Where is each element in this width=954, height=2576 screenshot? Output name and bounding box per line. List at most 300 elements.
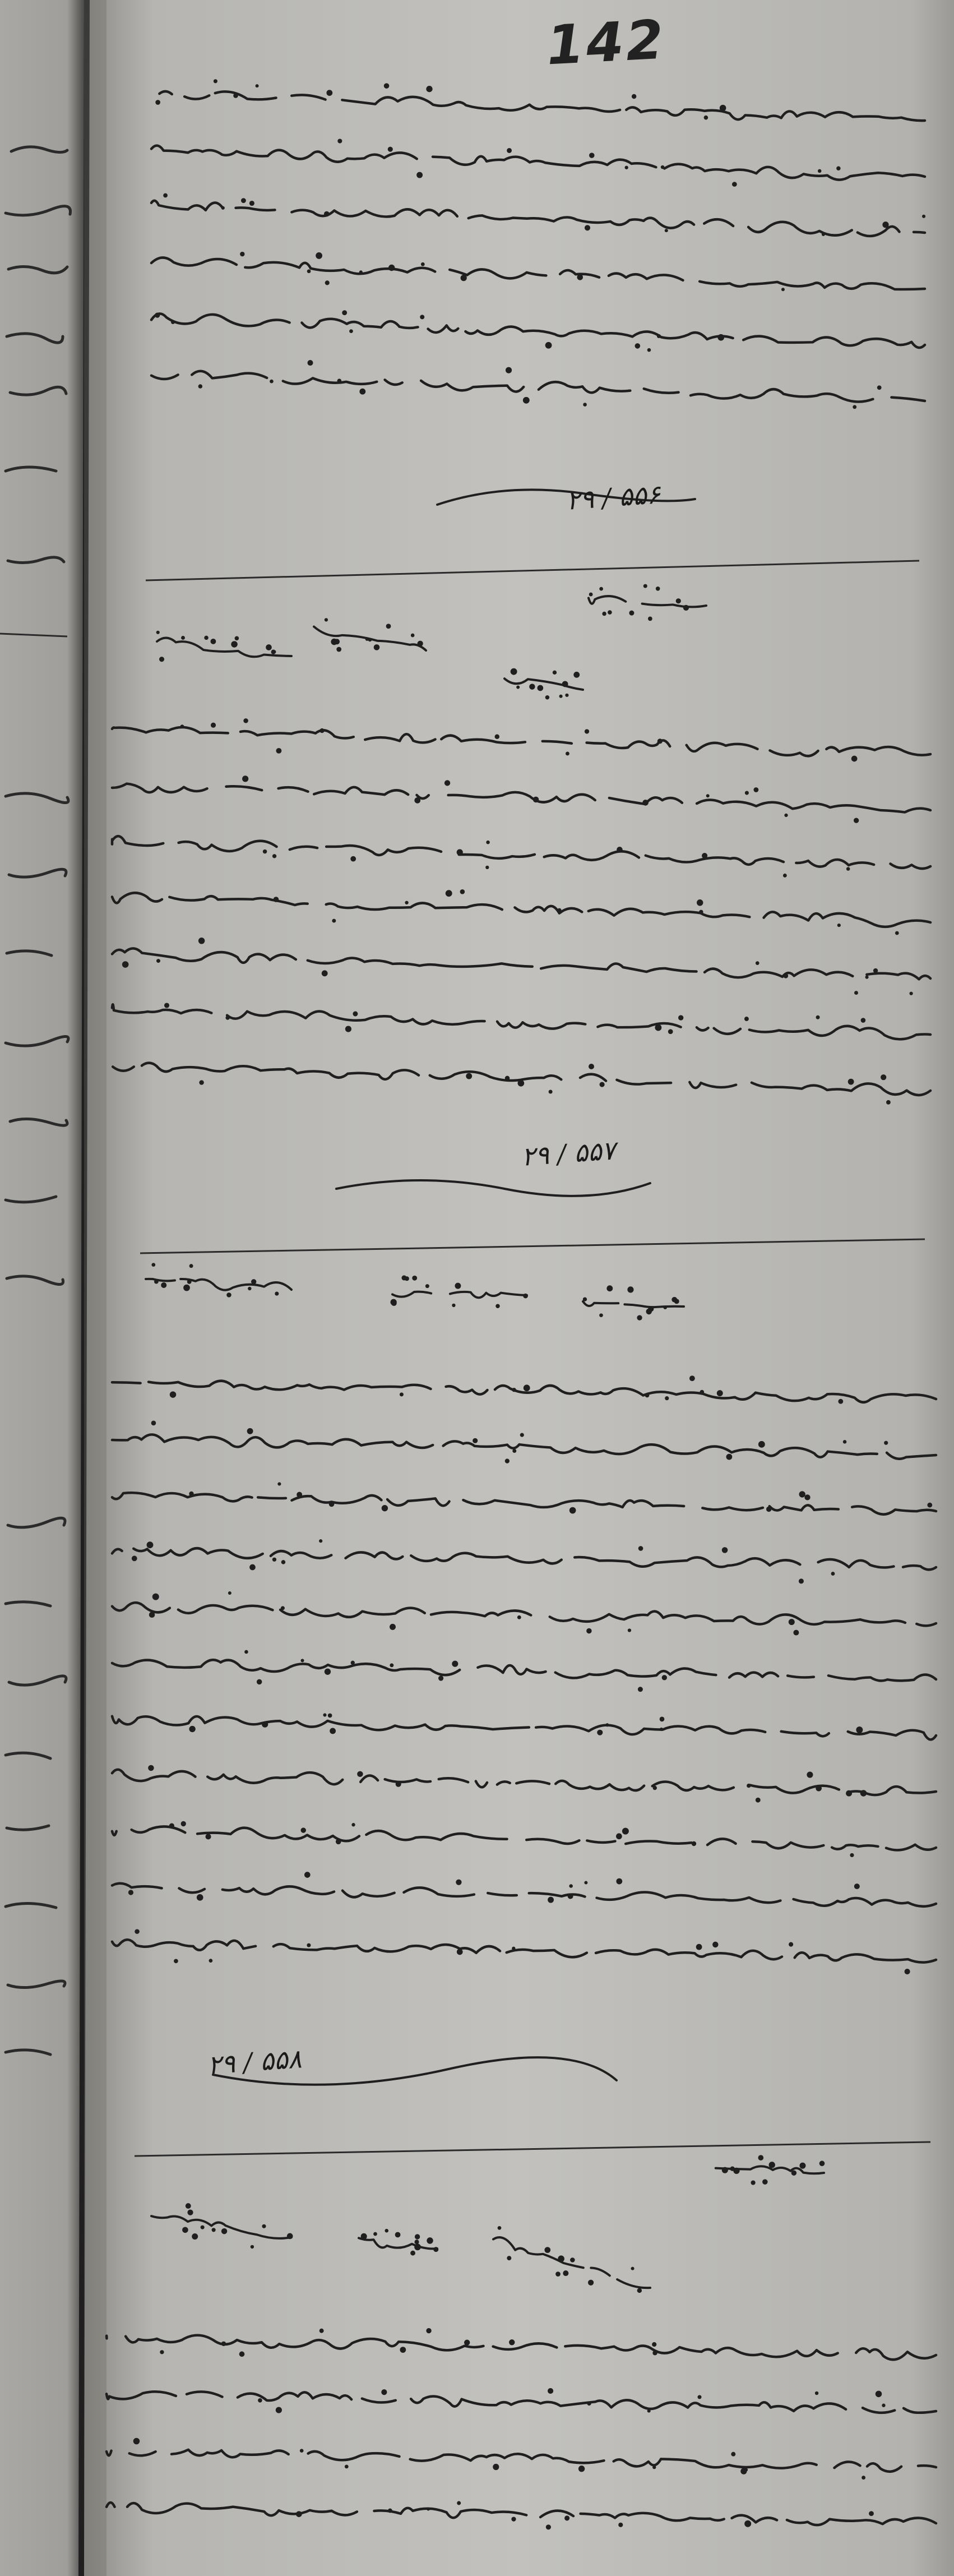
- ink-dot: [464, 2339, 470, 2345]
- ink-dot: [336, 1839, 341, 1844]
- ink-dot: [628, 1628, 631, 1632]
- ink-dot: [751, 2180, 755, 2185]
- ink-dot: [493, 2464, 499, 2470]
- ink-dot: [599, 1313, 603, 1317]
- ink-dot: [351, 1823, 355, 1826]
- ink-dot: [565, 694, 568, 697]
- ink-dot: [206, 1834, 211, 1839]
- ink-dot: [351, 1661, 355, 1665]
- ink-dot: [325, 618, 328, 621]
- ink-dot: [337, 139, 342, 143]
- ink-dot: [410, 2251, 415, 2256]
- ink-dot: [307, 360, 313, 366]
- ink-dot: [523, 1294, 528, 1299]
- ink-dot: [415, 2234, 420, 2239]
- ink-dot: [386, 624, 391, 629]
- ink-dot: [155, 100, 160, 105]
- ink-dot: [559, 695, 563, 698]
- ink-dot: [156, 959, 160, 963]
- ink-dot: [599, 587, 603, 591]
- ink-dot: [275, 1291, 279, 1295]
- ink-dot: [271, 650, 276, 654]
- ink-dot: [452, 1304, 455, 1307]
- ink-dot: [758, 2155, 763, 2160]
- ink-dot: [909, 992, 913, 995]
- ink-dot: [147, 1541, 154, 1548]
- ink-dot: [766, 1507, 771, 1512]
- ink-dot: [562, 681, 568, 687]
- ink-dot: [297, 1492, 302, 1498]
- ink-dot: [606, 1285, 613, 1291]
- ink-dot: [696, 1944, 702, 1950]
- ink-dot: [151, 1421, 156, 1426]
- ink-dot: [553, 671, 557, 675]
- ink-dot: [533, 797, 539, 803]
- ink-dot: [722, 2167, 728, 2173]
- ink-dot: [133, 2438, 140, 2445]
- ink-dot: [846, 1790, 852, 1797]
- ink-dot: [277, 1482, 281, 1485]
- ink-dot: [648, 616, 652, 621]
- ink-dot: [583, 403, 587, 407]
- ink-dot: [545, 695, 549, 699]
- ink-dot: [247, 1428, 253, 1434]
- ink-dot: [266, 644, 272, 650]
- ink-dot: [546, 2524, 551, 2529]
- ink-dot: [895, 931, 899, 935]
- ink-dot: [789, 1942, 793, 1947]
- ink-dot: [783, 874, 787, 878]
- ink-dot: [631, 2267, 635, 2270]
- ink-dot: [263, 850, 267, 853]
- ink-dot: [249, 201, 254, 206]
- ink-dot: [665, 1396, 669, 1400]
- ink-dot: [517, 1615, 521, 1619]
- ink-dot: [922, 215, 925, 218]
- ink-dot: [316, 252, 322, 259]
- ink-dot: [657, 334, 661, 338]
- ink-dot: [791, 2170, 796, 2175]
- main-page: [84, 0, 954, 2576]
- ink-dot: [361, 2233, 367, 2240]
- ink-dot: [425, 1284, 429, 1288]
- ink-dot: [516, 685, 520, 689]
- ink-dot: [182, 2227, 188, 2233]
- ink-dot: [330, 1728, 336, 1734]
- ink-dot: [192, 2233, 198, 2240]
- ink-dot: [390, 1624, 396, 1630]
- ink-dot: [274, 897, 279, 902]
- ink-dot: [804, 1494, 810, 1500]
- ink-dot: [538, 685, 544, 691]
- ink-dot: [198, 384, 202, 388]
- ink-dot: [854, 1883, 860, 1889]
- ink-dot: [747, 1784, 751, 1788]
- ink-dot: [635, 343, 641, 349]
- ink-dot: [555, 2272, 561, 2277]
- ink-dot: [589, 1064, 594, 1069]
- ink-dot: [511, 2517, 516, 2521]
- ink-dot: [187, 2209, 193, 2215]
- ink-dot: [848, 1079, 854, 1085]
- ink-dot: [637, 2288, 642, 2293]
- ink-dot: [819, 2160, 825, 2166]
- ink-dot: [700, 1390, 704, 1395]
- ink-dot: [350, 856, 356, 862]
- ink-dot: [300, 2449, 304, 2453]
- ink-dot: [359, 389, 365, 395]
- ink-dot: [325, 1669, 331, 1675]
- ink-dot: [512, 1449, 516, 1453]
- ink-dot: [180, 724, 184, 728]
- ink-dot: [221, 2342, 226, 2346]
- ink-dot: [272, 854, 276, 858]
- ink-dot: [388, 2509, 392, 2513]
- ink-dot: [616, 1833, 622, 1839]
- ink-dot: [647, 2409, 651, 2413]
- ink-dot: [414, 2240, 419, 2244]
- ink-dot: [368, 638, 372, 642]
- ink-dot: [692, 1841, 696, 1846]
- ink-dot: [148, 1765, 154, 1771]
- ink-dot: [390, 1663, 393, 1667]
- ink-dot: [209, 1959, 213, 1963]
- ink-dot: [799, 2163, 805, 2169]
- ink-dot: [251, 1279, 256, 1284]
- ink-dot: [762, 2179, 767, 2184]
- ink-dot: [853, 405, 856, 409]
- ink-dot: [400, 1392, 404, 1396]
- ink-dot: [854, 818, 859, 823]
- ink-dot: [566, 752, 569, 756]
- ink-dot: [281, 1606, 285, 1610]
- ink-dot: [722, 1547, 728, 1553]
- ink-dot: [272, 1558, 276, 1562]
- ink-dot: [427, 2237, 433, 2243]
- ink-dot: [396, 1781, 401, 1787]
- ink-dot: [886, 1100, 891, 1105]
- ink-dot: [548, 1897, 554, 1903]
- ink-dot: [405, 901, 408, 904]
- ink-dot: [287, 2233, 293, 2240]
- ink-dot: [697, 2395, 701, 2399]
- ink-dot: [149, 1612, 155, 1618]
- ink-dot: [744, 2520, 751, 2527]
- ink-dot: [154, 1280, 159, 1284]
- ink-dot: [573, 672, 580, 678]
- entry-2-reference: ۲۹ / ۵۵۷: [520, 1135, 617, 1172]
- ink-dot: [756, 961, 760, 965]
- ink-dot: [652, 2466, 656, 2469]
- ink-dot: [331, 639, 337, 645]
- ink-dot: [461, 275, 467, 281]
- ink-dot: [270, 380, 274, 384]
- ink-dot: [359, 270, 363, 274]
- ink-dot: [524, 1384, 530, 1391]
- ink-dot: [602, 612, 606, 616]
- ink-dot: [744, 1017, 749, 1021]
- ink-dot: [781, 288, 785, 291]
- ink-dot: [717, 1390, 723, 1396]
- ink-dot: [699, 910, 703, 915]
- ink-dot: [856, 1726, 863, 1733]
- ink-dot: [181, 1821, 186, 1826]
- ink-dot: [569, 1884, 573, 1888]
- ink-dot: [231, 641, 237, 647]
- ink-dot: [319, 728, 324, 733]
- ink-dot: [156, 631, 160, 634]
- ink-dot: [873, 968, 878, 973]
- ink-dot: [183, 1285, 190, 1291]
- ink-dot: [189, 1726, 195, 1732]
- ink-dot: [882, 2404, 885, 2407]
- ink-dot: [336, 647, 341, 652]
- ink-dot: [577, 274, 583, 280]
- ink-dot: [235, 636, 239, 641]
- ink-dot: [122, 961, 129, 968]
- ink-dot: [390, 1299, 396, 1305]
- ink-dot: [324, 211, 330, 217]
- ink-dot: [843, 1440, 847, 1444]
- ink-dot: [332, 919, 336, 923]
- ink-dot: [221, 2228, 227, 2234]
- ink-dot: [457, 849, 463, 855]
- ink-dot: [564, 2515, 569, 2520]
- ink-dot: [784, 973, 789, 978]
- ink-dot: [645, 1393, 650, 1398]
- ink-dot: [388, 147, 393, 152]
- ink-dot: [400, 2347, 406, 2353]
- ink-dot: [869, 2511, 874, 2516]
- ink-dot: [420, 315, 424, 319]
- ink-dot: [637, 1315, 642, 1320]
- entry-1-reference: ۲۹ / ۵۵۶: [565, 479, 661, 516]
- ink-dot: [251, 2245, 254, 2249]
- ink-dot: [702, 853, 707, 858]
- ink-dot: [240, 252, 244, 256]
- ink-dot: [587, 2402, 591, 2406]
- ink-dot: [662, 1675, 667, 1680]
- ink-dot: [605, 1723, 609, 1726]
- ink-dot: [831, 1572, 835, 1576]
- ink-dot: [646, 1309, 651, 1314]
- ink-dot: [204, 636, 208, 640]
- ink-dot: [197, 1894, 203, 1901]
- ink-dot: [789, 1619, 795, 1625]
- ink-dot: [128, 1890, 133, 1895]
- ink-dot: [243, 718, 248, 723]
- ink-dot: [523, 397, 530, 404]
- ink-dot: [301, 1827, 306, 1832]
- ink-dot: [457, 2501, 461, 2505]
- ink-dot: [357, 1771, 363, 1777]
- ink-dot: [617, 847, 623, 853]
- ink-dot: [836, 167, 840, 170]
- ink-dot: [758, 1441, 765, 1448]
- ink-dot: [583, 1297, 587, 1301]
- ink-dot: [414, 2243, 421, 2250]
- ink-dot: [326, 90, 332, 96]
- ink-dot: [816, 1785, 822, 1792]
- ink-dot: [643, 584, 647, 588]
- ink-dot: [382, 1505, 388, 1511]
- ink-dot: [426, 2328, 431, 2333]
- ink-dot: [466, 1073, 472, 1079]
- left-page-edge: [0, 0, 84, 2576]
- ink-dot: [655, 1024, 661, 1031]
- ink-dot: [258, 2398, 262, 2403]
- ink-dot: [588, 2280, 594, 2286]
- ink-dot: [328, 1714, 332, 1718]
- ink-dot: [608, 610, 612, 615]
- ink-dot: [549, 1090, 553, 1094]
- ink-dot: [325, 280, 330, 285]
- ink-dot: [374, 644, 380, 650]
- ink-dot: [199, 1080, 203, 1084]
- ink-dot: [353, 1012, 358, 1017]
- ink-dot: [862, 2476, 865, 2480]
- ink-dot: [226, 1292, 231, 1298]
- ink-dot: [756, 1798, 761, 1803]
- ink-dot: [569, 1507, 576, 1514]
- ink-dot: [838, 1399, 843, 1404]
- ink-dot: [548, 2388, 553, 2394]
- entry-3-reference: ۲۹ / ۵۵۸: [206, 2043, 303, 2080]
- ink-dot: [345, 2464, 349, 2468]
- ink-dot: [660, 1728, 663, 1731]
- ink-dot: [717, 334, 724, 341]
- ink-dot: [689, 1375, 695, 1381]
- ink-dot: [745, 791, 749, 795]
- ink-dot: [545, 342, 552, 349]
- ink-dot: [239, 2351, 245, 2357]
- ink-dot: [927, 1503, 932, 1508]
- ink-dot: [509, 2339, 515, 2345]
- ink-dot: [558, 2255, 564, 2262]
- ink-dot: [427, 2507, 430, 2510]
- ink-dot: [460, 889, 465, 894]
- ink-dot: [657, 738, 663, 744]
- folio-number: 142: [545, 8, 668, 77]
- ink-dot: [151, 1263, 155, 1267]
- ink-dot: [660, 1717, 665, 1722]
- ink-dot: [349, 329, 353, 333]
- ink-dot: [784, 814, 788, 817]
- ink-dot: [731, 2452, 735, 2457]
- ink-dot: [712, 1942, 718, 1947]
- ink-dot: [586, 1628, 592, 1634]
- ink-dot: [676, 598, 681, 603]
- ink-dot: [512, 1388, 516, 1392]
- ink-dot: [652, 2351, 657, 2355]
- ink-dot: [652, 2342, 656, 2347]
- ink-dot: [385, 2229, 388, 2233]
- ink-dot: [345, 1026, 351, 1032]
- ink-dot: [638, 1546, 643, 1551]
- ink-dot: [822, 233, 825, 236]
- ink-dot: [618, 2523, 623, 2527]
- ink-dot: [416, 172, 423, 178]
- ink-dot: [395, 2232, 401, 2237]
- ink-dot: [262, 2224, 266, 2228]
- ink-dot: [307, 1943, 311, 1947]
- ink-dot: [518, 1080, 525, 1087]
- ink-dot: [616, 1878, 622, 1885]
- ink-dot: [319, 2329, 324, 2333]
- ink-dot: [511, 668, 517, 675]
- ink-dot: [663, 1305, 667, 1309]
- ink-dot: [170, 1391, 176, 1397]
- ink-dot: [860, 1790, 867, 1796]
- ink-dot: [881, 1074, 886, 1080]
- ink-dot: [214, 79, 217, 83]
- ink-dot: [304, 1872, 311, 1878]
- ink-dot: [632, 94, 636, 99]
- ink-dot: [905, 1969, 910, 1974]
- ink-dot: [851, 756, 858, 762]
- ink-dot: [161, 1282, 166, 1288]
- ink-dot: [438, 1675, 443, 1681]
- ink-dot: [568, 1894, 573, 1899]
- ink-dot: [769, 2162, 775, 2168]
- ink-dot: [876, 2391, 882, 2398]
- ink-dot: [381, 2389, 387, 2395]
- ink-dot: [212, 2228, 216, 2232]
- ink-dot: [585, 729, 589, 733]
- ink-dot: [455, 1283, 461, 1289]
- ink-dot: [152, 1594, 159, 1600]
- ink-dot: [198, 938, 205, 944]
- ink-dot: [506, 367, 512, 373]
- ink-dot: [452, 1661, 458, 1667]
- ink-dot: [221, 206, 225, 210]
- ink-dot: [495, 1304, 500, 1309]
- ink-dot: [753, 787, 758, 792]
- ink-dot: [678, 1015, 683, 1020]
- ink-dot: [557, 908, 561, 912]
- ink-dot: [818, 169, 822, 173]
- ink-dot: [201, 2226, 205, 2229]
- ink-dot: [600, 1082, 605, 1087]
- ink-dot: [485, 866, 489, 869]
- ink-dot: [426, 86, 432, 92]
- ink-dot: [300, 1659, 304, 1662]
- ink-dot: [816, 1015, 820, 1019]
- ink-dot: [642, 800, 649, 806]
- ink-dot: [865, 976, 869, 979]
- ink-dot: [412, 1276, 417, 1281]
- ink-dot: [505, 1458, 510, 1463]
- ink-dot: [456, 1880, 461, 1885]
- ink-dot: [854, 991, 858, 995]
- ink-dot: [174, 1959, 178, 1963]
- ink-dot: [444, 780, 450, 786]
- ink-dot: [307, 269, 311, 273]
- ink-dot: [241, 198, 246, 203]
- ink-dot: [661, 165, 665, 169]
- ink-dot: [433, 2247, 438, 2252]
- ink-dot: [323, 1713, 326, 1716]
- ink-dot: [589, 593, 593, 597]
- ink-dot: [512, 1947, 515, 1950]
- ink-dot: [249, 1564, 256, 1571]
- ink-dot: [793, 1630, 799, 1636]
- ink-dot: [187, 1280, 192, 1284]
- ink-dot: [720, 105, 726, 112]
- ink-dot: [189, 1264, 193, 1268]
- ink-dot: [228, 1591, 231, 1595]
- ink-dot: [171, 320, 175, 324]
